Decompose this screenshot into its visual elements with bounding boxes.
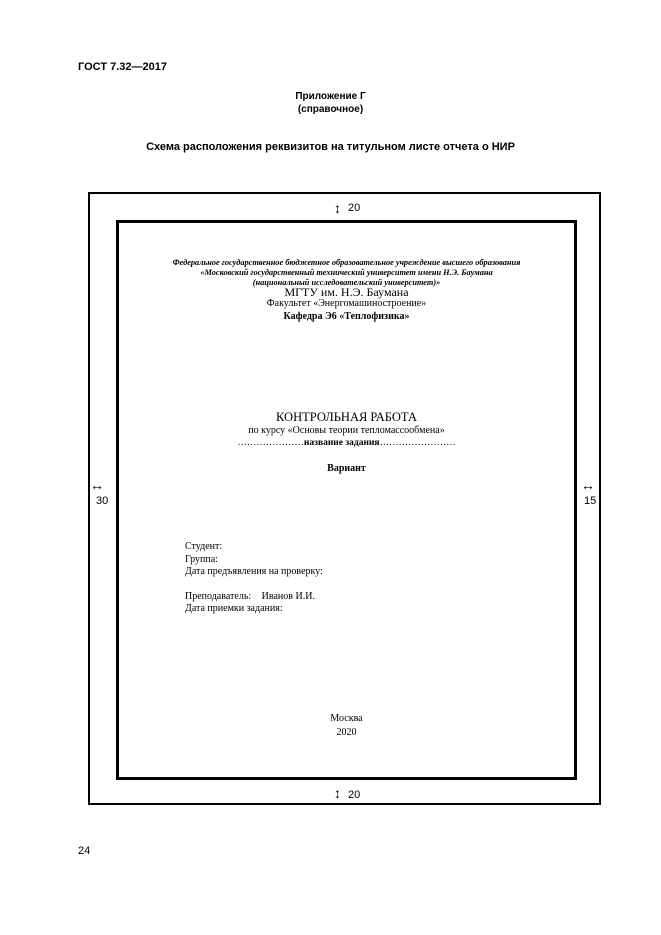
task-line [116, 437, 577, 449]
organization-block [116, 258, 577, 288]
page-number: 24 [78, 845, 91, 857]
organization-line: «Московский государственный технический университет имени Н.Э. Баумана [200, 268, 493, 277]
teacher-name: Иванов И.И. [261, 591, 315, 602]
work-title: КОНТРОЛЬНАЯ РАБОТА [276, 410, 417, 424]
city-year-block [116, 712, 577, 740]
scheme-title: Схема расположения реквизитов на титульном листе отчета о НИР [146, 141, 515, 153]
appendix-title: Приложение Г [295, 91, 366, 102]
submit-date-field: Дата предъявления на проверку: [185, 566, 323, 577]
horizontal-arrow-icon: ↔ [581, 477, 595, 493]
task-dots: ………………… [237, 438, 304, 448]
standard-code: ГОСТ 7.32—2017 [78, 61, 167, 73]
margin-left-value: 30 [96, 495, 109, 507]
course-line: по курсу «Основы теории тепломассообмена» [248, 425, 445, 436]
teacher-field [185, 591, 315, 603]
city: Москва [330, 713, 363, 724]
year: 2020 [336, 727, 357, 738]
appendix-heading [0, 90, 661, 116]
faculty-name: Факультет «Энергомашиностроение» [266, 298, 427, 309]
margin-top-value: 20 [348, 202, 361, 214]
vertical-arrow-icon: ↕ [334, 785, 341, 801]
accept-date-field: Дата приемки задания: [185, 603, 283, 614]
organization-line: Федеральное государственное бюджетное образовательное учреждение высшего образования [172, 258, 521, 267]
student-field: Студент: [185, 541, 223, 552]
variant-label: Вариант [327, 463, 366, 474]
margin-bottom-value: 20 [348, 789, 361, 801]
university-name: МГТУ им. Н.Э. Баумана [284, 285, 409, 299]
task-name: название задания [303, 438, 380, 448]
group-field: Группа: [185, 554, 218, 565]
teacher-label: Преподаватель: [185, 591, 252, 602]
appendix-note: (справочное) [297, 104, 364, 115]
task-dots: …………………… [379, 438, 456, 448]
margin-right-value: 15 [584, 495, 597, 507]
horizontal-arrow-icon: ↔ [90, 477, 104, 493]
vertical-arrow-icon: ↕ [334, 200, 341, 216]
department-name: Кафедра Э6 «Теплофизика» [283, 311, 410, 322]
organization-line: (национальный исследовательский университет)» [252, 278, 441, 287]
